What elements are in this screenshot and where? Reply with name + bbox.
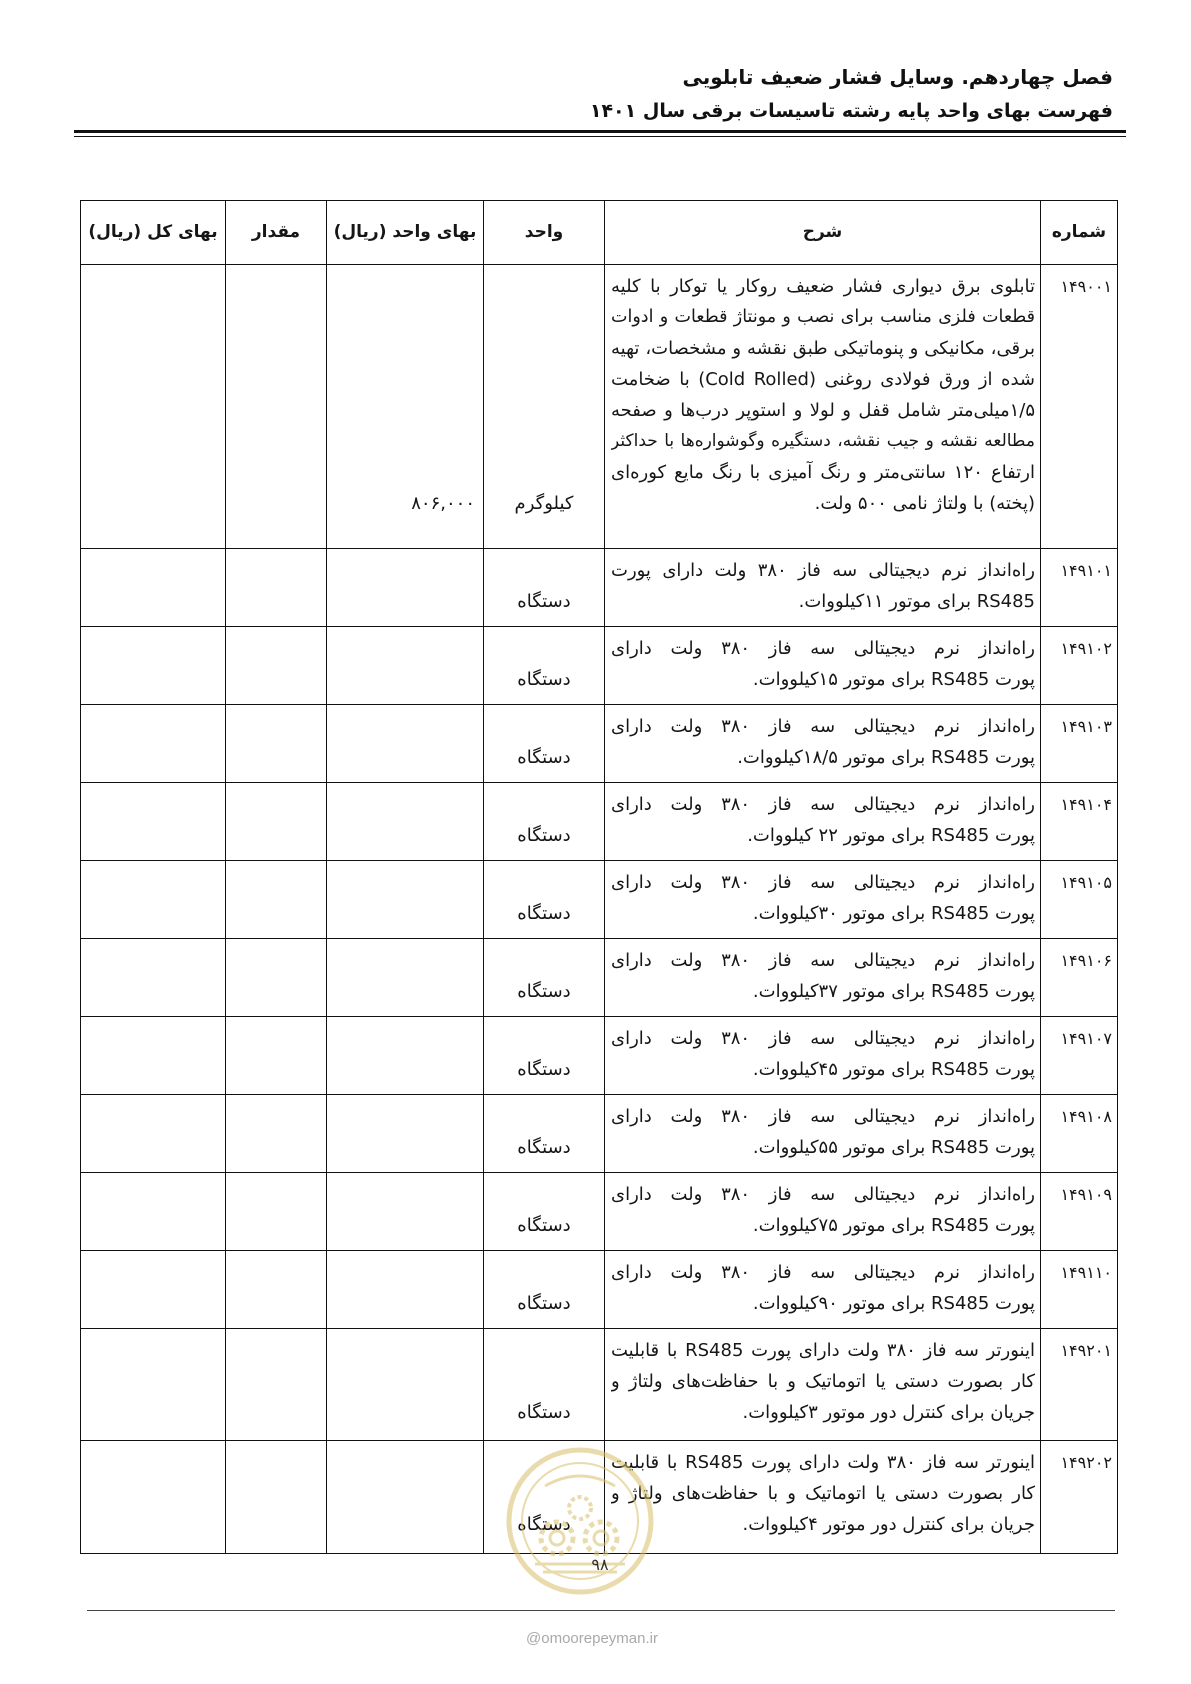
item-description: [605, 939, 1041, 1017]
item-quantity: [226, 1095, 327, 1173]
item-quantity: [226, 861, 327, 939]
table-row: [81, 1329, 1118, 1441]
description-line: RS485 برای موتور ۱۱کیلووات.: [798, 591, 1035, 612]
item-quantity: [226, 783, 327, 861]
item-description: [605, 1173, 1041, 1251]
description-line: پورت RS485 برای موتور ۷۵کیلووات.: [752, 1215, 1035, 1236]
item-unit: دستگاه: [484, 1173, 605, 1251]
item-quantity: [226, 705, 327, 783]
description-line: اینورتر سه فاز ۳۸۰ ولت دارای پورت RS485 با قابلیت: [611, 1340, 1035, 1361]
description-line: ارتفاع ۱۲۰ سانتی‌متر و رنگ آمیزی با رنگ مایع کوره‌ای: [611, 462, 1035, 483]
price-table: [80, 200, 1118, 1554]
item-unit-price: [327, 1095, 484, 1173]
item-total-price: [81, 1251, 226, 1329]
description-line: ۱/۵میلی‌متر شامل قفل و لولا و استوپر درب‌ها و صفحه: [611, 400, 1035, 421]
item-quantity: [226, 1173, 327, 1251]
table-row: [81, 1173, 1118, 1251]
item-unit: کیلوگرم: [484, 265, 605, 549]
description-line: (پخته) با ولتاژ نامی ۵۰۰ ولت.: [814, 493, 1035, 514]
description-line: راه‌انداز نرم دیجیتالی سه فاز ۳۸۰ ولت دارای: [611, 1028, 1035, 1049]
page-number: ۹۸: [591, 1555, 609, 1574]
description-line: جریان برای کنترل دور موتور ۳کیلووات.: [742, 1402, 1035, 1423]
item-unit: دستگاه: [484, 1329, 605, 1441]
description-line: پورت RS485 برای موتور ۳۷کیلووات.: [752, 981, 1035, 1002]
table-header-row: [81, 201, 1118, 265]
description-line: راه‌انداز نرم دیجیتالی سه فاز ۳۸۰ ولت دارای: [611, 794, 1035, 815]
item-unit: دستگاه: [484, 783, 605, 861]
item-unit-price: [327, 1017, 484, 1095]
item-number: ۱۴۹۱۰۹: [1041, 1173, 1118, 1251]
item-description: [605, 1329, 1041, 1441]
item-quantity: [226, 1017, 327, 1095]
table-row: [81, 1017, 1118, 1095]
description-line: کار بصورت دستی یا اتوماتیک و با حفاظت‌های ولتاژ و: [611, 1371, 1035, 1392]
price-list-title: فهرست بهای واحد پایه رشته تاسیسات برقی سال ۱۴۰۱: [589, 100, 1113, 122]
item-unit-price: [327, 705, 484, 783]
item-unit: دستگاه: [484, 1017, 605, 1095]
item-unit: دستگاه: [484, 1095, 605, 1173]
description-line: پورت RS485 برای موتور ۱۵کیلووات.: [752, 669, 1035, 690]
column-header-unit-price: بهای واحد (ریال): [327, 201, 484, 265]
item-unit-price: [327, 1173, 484, 1251]
item-unit: دستگاه: [484, 1251, 605, 1329]
item-unit: دستگاه: [484, 1441, 605, 1554]
item-total-price: [81, 265, 226, 549]
description-line: کار بصورت دستی یا اتوماتیک و با حفاظت‌های ولتاژ و: [611, 1483, 1035, 1504]
item-unit-price: ۸۰۶,۰۰۰: [327, 265, 484, 549]
item-unit: دستگاه: [484, 549, 605, 627]
item-total-price: [81, 1329, 226, 1441]
description-line: مطالعه نقشه و جیب نقشه، دستگیره وگوشواره‌ها با حداکثر: [611, 431, 1035, 451]
description-line: راه‌انداز نرم دیجیتالی سه فاز ۳۸۰ ولت دارای: [611, 1106, 1035, 1127]
table-row: [81, 549, 1118, 627]
item-unit: دستگاه: [484, 861, 605, 939]
description-line: راه‌انداز نرم دیجیتالی سه فاز ۳۸۰ ولت دارای: [611, 638, 1035, 659]
item-unit-price: [327, 861, 484, 939]
item-total-price: [81, 1095, 226, 1173]
item-number: ۱۴۹۱۰۶: [1041, 939, 1118, 1017]
description-line: قطعات فلزی مناسب برای نصب و مونتاژ قطعات و ادوات: [611, 307, 1035, 327]
item-number: ۱۴۹۱۰۲: [1041, 627, 1118, 705]
item-total-price: [81, 627, 226, 705]
item-unit-price: [327, 1251, 484, 1329]
item-quantity: [226, 1251, 327, 1329]
item-number: ۱۴۹۰۰۱: [1041, 265, 1118, 549]
table-row: [81, 939, 1118, 1017]
item-description: [605, 265, 1041, 549]
table-row: [81, 705, 1118, 783]
description-line: پورت RS485 برای موتور ۴۵کیلووات.: [752, 1059, 1035, 1080]
item-number: ۱۴۹۱۰۸: [1041, 1095, 1118, 1173]
description-line: پورت RS485 برای موتور ۱۸/۵کیلووات.: [737, 747, 1035, 768]
item-description: [605, 1095, 1041, 1173]
footer-rule: [87, 1610, 1115, 1611]
description-line: اینورتر سه فاز ۳۸۰ ولت دارای پورت RS485 با قابلیت: [611, 1452, 1035, 1473]
site-watermark: @omoorepeyman.ir: [526, 1630, 658, 1647]
item-number: ۱۴۹۱۰۱: [1041, 549, 1118, 627]
item-number: ۱۴۹۲۰۱: [1041, 1329, 1118, 1441]
description-line: پورت RS485 برای موتور ۳۰کیلووات.: [752, 903, 1035, 924]
table-row: [81, 783, 1118, 861]
item-number: ۱۴۹۱۰۷: [1041, 1017, 1118, 1095]
item-unit-price: [327, 549, 484, 627]
description-line: پورت RS485 برای موتور ۹۰کیلووات.: [752, 1293, 1035, 1314]
item-description: [605, 549, 1041, 627]
description-line: راه‌انداز نرم دیجیتالی سه فاز ۳۸۰ ولت دارای پورت: [611, 560, 1035, 581]
chapter-title: فصل چهاردهم. وسایل فشار ضعیف تابلویی: [682, 65, 1113, 89]
item-total-price: [81, 861, 226, 939]
item-description: [605, 627, 1041, 705]
table-row: [81, 861, 1118, 939]
description-line: شده از ورق فولادی روغنی (Cold Rolled) با ضخامت: [611, 369, 1035, 390]
description-line: تابلوی برق دیواری فشار ضعیف روکار یا توکار با کلیه: [611, 276, 1035, 297]
item-description: [605, 1441, 1041, 1554]
item-number: ۱۴۹۲۰۲: [1041, 1441, 1118, 1554]
column-header-unit: واحد: [484, 201, 605, 265]
item-total-price: [81, 705, 226, 783]
column-header-description: شرح: [605, 201, 1041, 265]
item-total-price: [81, 549, 226, 627]
item-description: [605, 861, 1041, 939]
description-line: راه‌انداز نرم دیجیتالی سه فاز ۳۸۰ ولت دارای: [611, 716, 1035, 737]
table-row: [81, 1441, 1118, 1554]
table-row: [81, 265, 1118, 549]
item-description: [605, 1251, 1041, 1329]
item-quantity: [226, 939, 327, 1017]
item-unit-price: [327, 783, 484, 861]
item-quantity: [226, 265, 327, 549]
item-total-price: [81, 939, 226, 1017]
item-total-price: [81, 1441, 226, 1554]
item-unit: دستگاه: [484, 705, 605, 783]
table-row: [81, 1095, 1118, 1173]
column-header-number: شماره: [1041, 201, 1118, 265]
item-unit: دستگاه: [484, 627, 605, 705]
item-unit-price: [327, 1441, 484, 1554]
item-number: ۱۴۹۱۰۳: [1041, 705, 1118, 783]
item-quantity: [226, 1441, 327, 1554]
item-description: [605, 1017, 1041, 1095]
description-line: برقی، مکانیکی و پنوماتیکی طبق نقشه و مشخصات، تهیه: [611, 338, 1035, 359]
item-number: ۱۴۹۱۰۵: [1041, 861, 1118, 939]
table-row: [81, 1251, 1118, 1329]
item-number: ۱۴۹۱۰۴: [1041, 783, 1118, 861]
item-quantity: [226, 627, 327, 705]
item-total-price: [81, 1173, 226, 1251]
description-line: جریان برای کنترل دور موتور ۴کیلووات.: [742, 1514, 1035, 1535]
column-header-total-price: بهای کل (ریال): [81, 201, 226, 265]
item-number: ۱۴۹۱۱۰: [1041, 1251, 1118, 1329]
item-quantity: [226, 1329, 327, 1441]
item-unit-price: [327, 939, 484, 1017]
header-rule-thin: [74, 136, 1126, 137]
description-line: راه‌انداز نرم دیجیتالی سه فاز ۳۸۰ ولت دارای: [611, 872, 1035, 893]
item-total-price: [81, 783, 226, 861]
description-line: راه‌انداز نرم دیجیتالی سه فاز ۳۸۰ ولت دارای: [611, 950, 1035, 971]
table-row: [81, 627, 1118, 705]
description-line: راه‌انداز نرم دیجیتالی سه فاز ۳۸۰ ولت دارای: [611, 1262, 1035, 1283]
item-description: [605, 783, 1041, 861]
column-header-quantity: مقدار: [226, 201, 327, 265]
item-unit-price: [327, 627, 484, 705]
item-unit: دستگاه: [484, 939, 605, 1017]
description-line: پورت RS485 برای موتور ۵۵کیلووات.: [752, 1137, 1035, 1158]
item-unit-price: [327, 1329, 484, 1441]
item-total-price: [81, 1017, 226, 1095]
description-line: پورت RS485 برای موتور ۲۲ کیلووات.: [747, 825, 1035, 846]
item-quantity: [226, 549, 327, 627]
header-rule-thick: [74, 130, 1126, 133]
description-line: راه‌انداز نرم دیجیتالی سه فاز ۳۸۰ ولت دارای: [611, 1184, 1035, 1205]
item-description: [605, 705, 1041, 783]
